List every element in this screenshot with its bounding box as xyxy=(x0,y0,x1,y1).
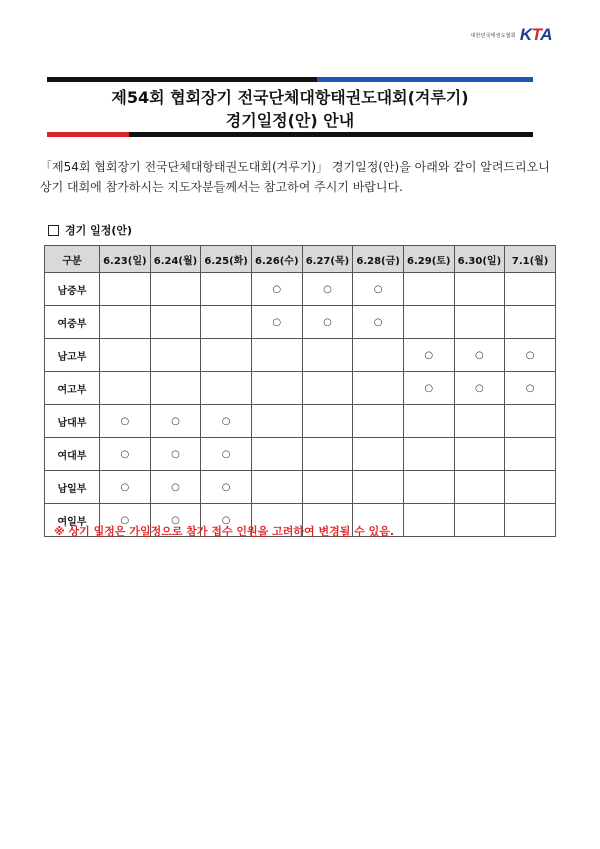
schedule-cell: ○ xyxy=(403,339,454,372)
schedule-cell xyxy=(353,438,404,471)
schedule-cell xyxy=(150,273,201,306)
schedule-cell xyxy=(353,471,404,504)
row-label: 여일부 xyxy=(45,504,100,537)
logo-mark-a: A xyxy=(540,25,552,44)
schedule-cell xyxy=(505,471,556,504)
schedule-cell xyxy=(403,504,454,537)
row-label: 남중부 xyxy=(45,273,100,306)
schedule-cell: ○ xyxy=(403,372,454,405)
row-label: 남고부 xyxy=(45,339,100,372)
title-top-rule-black xyxy=(47,77,317,82)
intro-paragraph xyxy=(40,157,560,197)
row-label: 남대부 xyxy=(45,405,100,438)
schedule-cell xyxy=(454,306,505,339)
schedule-cell: ○ xyxy=(100,471,151,504)
schedule-cell xyxy=(150,372,201,405)
schedule-cell: ○ xyxy=(454,339,505,372)
section-heading xyxy=(48,222,132,238)
schedule-cell: ○ xyxy=(454,372,505,405)
row-label: 남일부 xyxy=(45,471,100,504)
intro-line-2: 상기 대회에 참가하시는 지도자분들께서는 참고하여 주시기 바랍니다. xyxy=(40,180,403,194)
schedule-cell xyxy=(150,306,201,339)
title-top-rule xyxy=(47,77,533,82)
schedule-cell xyxy=(454,405,505,438)
schedule-cell: ○ xyxy=(201,438,252,471)
logo-mark-k: K xyxy=(519,25,532,44)
logo-mark-t: T xyxy=(531,25,541,44)
schedule-cell xyxy=(505,405,556,438)
schedule-cell: ○ xyxy=(100,504,151,537)
schedule-cell xyxy=(505,504,556,537)
schedule-cell: ○ xyxy=(302,273,353,306)
schedule-cell: ○ xyxy=(201,471,252,504)
schedule-cell xyxy=(353,405,404,438)
schedule-cell xyxy=(454,471,505,504)
schedule-cell xyxy=(403,471,454,504)
column-header-date: 7.1(월) xyxy=(505,246,556,273)
schedule-cell xyxy=(454,504,505,537)
title-bottom-rule-black xyxy=(129,132,533,137)
schedule-cell xyxy=(403,273,454,306)
schedule-cell xyxy=(302,438,353,471)
schedule-note: ※ 상기 일정은 가일정으로 참가 접수 인원을 고려하여 변경될 수 있음. xyxy=(54,525,395,538)
schedule-cell xyxy=(302,471,353,504)
page-subtitle: 경기일정(안) 안내 xyxy=(225,111,355,130)
column-header-date: 6.28(금) xyxy=(353,246,404,273)
schedule-cell xyxy=(302,405,353,438)
schedule-cell xyxy=(454,273,505,306)
schedule-cell xyxy=(150,339,201,372)
schedule-cell: ○ xyxy=(302,306,353,339)
schedule-cell: ○ xyxy=(150,438,201,471)
schedule-cell xyxy=(100,273,151,306)
schedule-cell xyxy=(251,471,302,504)
section-heading-text: 경기 일정(안) xyxy=(65,224,133,237)
page-title: 제54회 협회장기 전국단체대항태권도대회(겨루기) xyxy=(111,88,469,107)
table-row xyxy=(45,339,556,372)
schedule-cell xyxy=(100,372,151,405)
schedule-cell: ○ xyxy=(353,306,404,339)
schedule-cell: ○ xyxy=(150,504,201,537)
schedule-cell xyxy=(454,438,505,471)
schedule-cell: ○ xyxy=(100,405,151,438)
schedule-cell: ○ xyxy=(251,306,302,339)
schedule-cell xyxy=(403,405,454,438)
row-label: 여대부 xyxy=(45,438,100,471)
column-header-date: 6.24(월) xyxy=(150,246,201,273)
column-header-date: 6.27(목) xyxy=(302,246,353,273)
schedule-cell xyxy=(403,438,454,471)
schedule-cell: ○ xyxy=(100,438,151,471)
intro-line-1: 「제54회 협회장기 전국단체대항태권도대회(겨루기)」 경기일정(안)을 아래와 같이 알려드리오니 xyxy=(40,160,550,174)
schedule-cell xyxy=(251,339,302,372)
table-row xyxy=(45,405,556,438)
schedule-body xyxy=(45,273,556,537)
table-row xyxy=(45,372,556,405)
title-bottom-rule xyxy=(47,132,533,137)
kta-logo xyxy=(471,25,552,45)
schedule-cell: ○ xyxy=(353,273,404,306)
schedule-cell: ○ xyxy=(201,504,252,537)
column-header-date: 6.26(수) xyxy=(251,246,302,273)
schedule-cell: ○ xyxy=(505,339,556,372)
schedule-cell xyxy=(505,438,556,471)
row-label: 여중부 xyxy=(45,306,100,339)
schedule-cell xyxy=(201,339,252,372)
schedule-cell: ○ xyxy=(150,405,201,438)
table-row xyxy=(45,306,556,339)
row-label: 여고부 xyxy=(45,372,100,405)
table-row xyxy=(45,438,556,471)
schedule-cell xyxy=(251,405,302,438)
schedule-cell: ○ xyxy=(201,405,252,438)
column-header-date: 6.29(토) xyxy=(403,246,454,273)
schedule-cell xyxy=(201,273,252,306)
title-bottom-rule-red xyxy=(47,132,129,137)
schedule-table xyxy=(44,245,556,537)
schedule-cell: ○ xyxy=(505,372,556,405)
schedule-cell xyxy=(100,306,151,339)
schedule-cell xyxy=(403,306,454,339)
schedule-cell xyxy=(302,339,353,372)
schedule-cell xyxy=(201,372,252,405)
checkbox-square-icon xyxy=(48,225,59,236)
schedule-cell xyxy=(100,339,151,372)
schedule-cell xyxy=(353,339,404,372)
table-row xyxy=(45,273,556,306)
schedule-cell xyxy=(251,372,302,405)
schedule-cell xyxy=(201,306,252,339)
logo-org-name: 대한민국태권도협회 xyxy=(470,32,516,39)
schedule-cell xyxy=(505,273,556,306)
schedule-cell: ○ xyxy=(150,471,201,504)
schedule-cell xyxy=(302,372,353,405)
schedule-cell xyxy=(251,438,302,471)
schedule-cell xyxy=(353,372,404,405)
column-header-date: 6.25(화) xyxy=(201,246,252,273)
logo-mark xyxy=(520,25,552,45)
column-header-date: 6.30(일) xyxy=(454,246,505,273)
schedule-cell xyxy=(505,306,556,339)
schedule-cell: ○ xyxy=(251,273,302,306)
schedule-header-row xyxy=(45,246,556,273)
title-top-rule-blue xyxy=(317,77,533,82)
column-header-category: 구분 xyxy=(45,246,100,273)
column-header-date: 6.23(일) xyxy=(100,246,151,273)
table-row xyxy=(45,471,556,504)
